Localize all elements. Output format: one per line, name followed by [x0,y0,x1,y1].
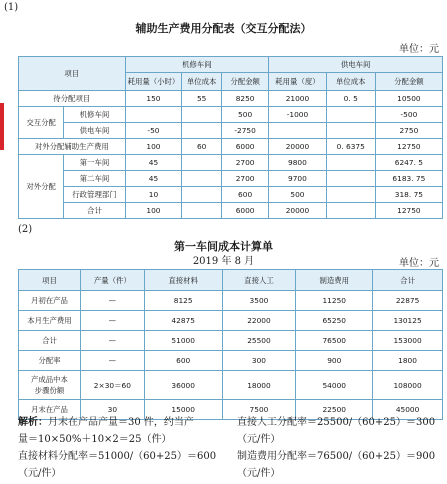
cell: 76500 [296,331,373,351]
cell [182,187,222,203]
row-label: 第一车间 [64,155,125,171]
row-label-line: 产成品中本 [30,375,68,384]
cell: -1000 [269,107,326,123]
explanation-text: 制造费用分配率＝76500/（60+25）＝900 [237,451,436,462]
part2-title: 第一车间成本计算单 [174,240,273,253]
cell: 2700 [222,155,269,171]
row-label: 合计 [19,331,81,351]
cell: 150 [125,91,182,107]
cell: 6183. 75 [375,171,442,187]
cell: 51000 [144,331,222,351]
subheader: 单位成本 [326,73,375,91]
table-row [19,331,443,351]
group-label: 交互分配 [19,107,64,139]
cell: 9700 [269,171,326,187]
cell: 1800 [373,351,443,371]
header-cell: 项目 [19,270,81,291]
cell: 3500 [222,291,296,311]
header-cell: 制造费用 [296,270,373,291]
cell [326,187,375,203]
cell: 500 [222,107,269,123]
header-cell: 直接人工 [222,270,296,291]
cell: 2750 [375,123,442,139]
explanation-text: 月末在产品产量＝30 件，约当产 [48,417,194,428]
cell: 21000 [269,91,326,107]
cell: -500 [375,107,442,123]
cell: 7500 [222,400,296,420]
cell: 20000 [269,139,326,155]
cell [182,203,222,219]
cell [182,107,222,123]
header-cell: 产量（件） [80,270,144,291]
cell: 45 [125,155,182,171]
explanation-text: （元/件） [18,468,62,479]
part2-date: 2019 年 8 月 [192,256,255,267]
table-row [19,291,443,311]
table-row [19,371,443,400]
row-label: 待分配项目 [19,91,126,107]
table-row [19,187,443,203]
cell: 22875 [373,291,443,311]
cell: 0. 6375 [326,139,375,155]
cell: — [80,311,144,331]
row-label: 供电车间 [64,123,125,139]
table-row [19,91,443,107]
cell: 8125 [144,291,222,311]
cell: 2700 [222,171,269,187]
page-edge-marker [0,103,4,150]
cell: 65250 [296,311,373,331]
group-label: 对外分配 [19,155,64,219]
explanation-heading: 解析： [18,417,48,428]
explanation-left [18,414,223,482]
cell: 36000 [144,371,222,400]
cell: -50 [125,123,182,139]
explanation-text: 直接材料分配率＝51000/（60+25）＝600 [18,451,217,462]
row-label [19,371,81,400]
part1-title: 辅助生产费用分配表（交互分配法） [135,22,312,35]
row-label: 第二车间 [64,171,125,187]
explanation-text: 量＝10×50%＋10×2＝25（件） [18,434,172,445]
row-label: 月初在产品 [19,291,81,311]
cell [326,155,375,171]
table-row [19,171,443,187]
cell: 6000 [222,203,269,219]
header-item: 项目 [19,57,126,91]
part1-label: (1) [4,2,19,13]
cell: 10 [125,187,182,203]
cell: 318. 75 [375,187,442,203]
row-label: 行政管理部门 [64,187,125,203]
cell: 15000 [144,400,222,420]
table-row [19,107,443,123]
cell: 100 [125,203,182,219]
cell: 30 [80,400,144,420]
cell: 600 [144,351,222,371]
cell: 100 [125,139,182,155]
cell: 500 [269,187,326,203]
cell: 45 [125,171,182,187]
cell: 45000 [373,400,443,420]
table-row [19,311,443,331]
cell [182,171,222,187]
explanation-text: （元/件） [237,434,281,445]
row-label: 合计 [64,203,125,219]
cell: 2×30＝60 [80,371,144,400]
cell: 54000 [296,371,373,400]
cell: 20000 [269,203,326,219]
cell [326,203,375,219]
table-row [19,203,443,219]
header-power-shop: 供电车间 [269,57,443,73]
cell [182,155,222,171]
part2-label: (2) [18,224,33,235]
subheader: 分配金额 [375,73,442,91]
cell: 900 [296,351,373,371]
cell: — [80,291,144,311]
cell: 0. 5 [326,91,375,107]
explanation-text: （元/件） [237,468,281,479]
cell [269,123,326,139]
cell: 10500 [375,91,442,107]
cell: 600 [222,187,269,203]
explanation-right [237,414,445,482]
cell: 55 [182,91,222,107]
aux-cost-table [18,56,443,219]
cell: 108000 [373,371,443,400]
cell: 153000 [373,331,443,351]
part1-unit: 单位：元 [399,44,439,55]
cell: 6000 [222,139,269,155]
table-row [19,155,443,171]
cost-calc-table [18,269,443,420]
row-label-line: 步骤份额 [34,386,65,395]
cell: 300 [222,351,296,371]
cell: 8250 [222,91,269,107]
subheader: 耗用量（小时） [125,73,182,91]
subheader: 单位成本 [182,73,222,91]
row-label: 分配率 [19,351,81,371]
cell: — [80,331,144,351]
row-label: 机修车间 [64,107,125,123]
cell: 18000 [222,371,296,400]
cell: 22500 [296,400,373,420]
cell: 11250 [296,291,373,311]
subheader: 分配金额 [222,73,269,91]
row-label: 对外分配辅助生产费用 [19,139,126,155]
cell: — [80,351,144,371]
header-cell: 合计 [373,270,443,291]
row-label: 月末在产品 [19,400,81,420]
cell: 22000 [222,311,296,331]
cell: 6247. 5 [375,155,442,171]
part2-unit: 单位：元 [399,258,439,269]
cell: 42875 [144,311,222,331]
cell: -2750 [222,123,269,139]
cell: 12750 [375,139,442,155]
cell [326,171,375,187]
header-repair-shop: 机修车间 [125,57,269,73]
cell [326,107,375,123]
cell: 60 [182,139,222,155]
table-row [19,139,443,155]
cell [125,107,182,123]
row-label: 本月生产费用 [19,311,81,331]
table-row [19,123,443,139]
header-cell: 直接材料 [144,270,222,291]
cell: 25500 [222,331,296,351]
subheader: 耗用量（度） [269,73,326,91]
explanation-text: 直接人工分配率＝25500/（60+25）＝300 [237,417,436,428]
cell: 130125 [373,311,443,331]
cell [326,123,375,139]
cell: 12750 [375,203,442,219]
cell: 9800 [269,155,326,171]
table-row [19,351,443,371]
cell [182,123,222,139]
